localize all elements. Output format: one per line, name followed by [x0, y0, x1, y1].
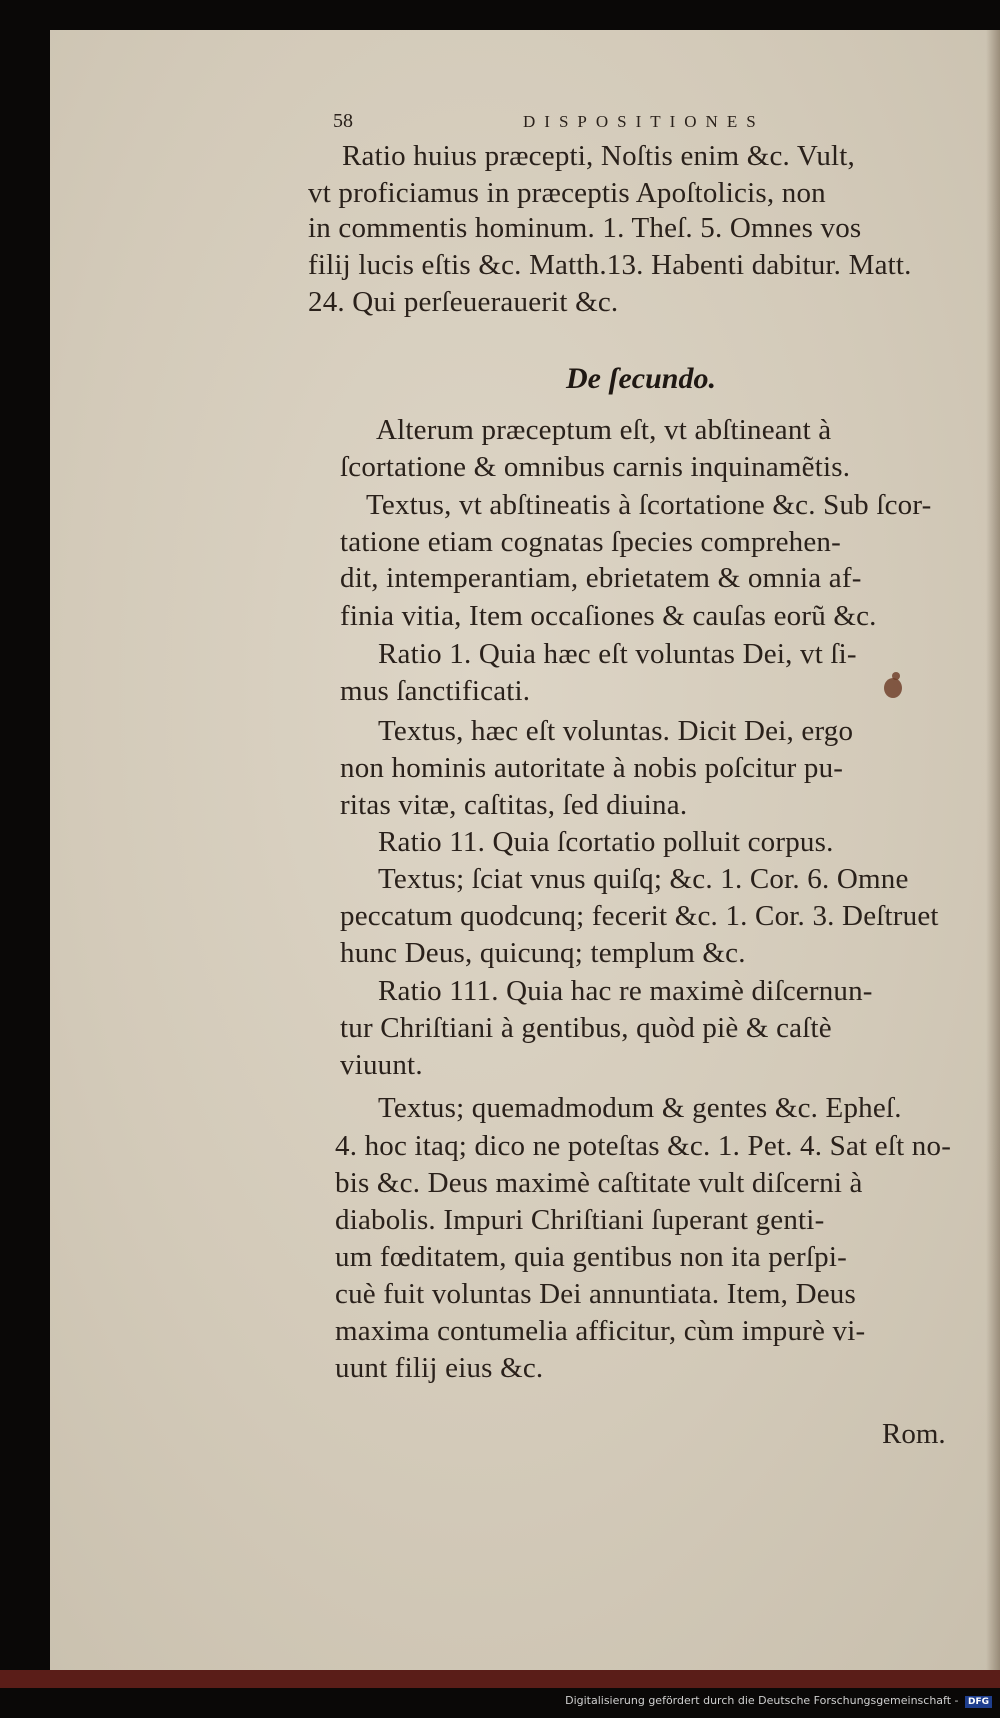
text-line: ritas vitæ, caſtitas, ſed diuina.: [340, 789, 688, 821]
text-line: Ratio huius præcepti, Noſtis enim &c. Vult,: [342, 140, 855, 172]
text-line: 4. hoc itaq; dico ne poteſtas &c. 1. Pet. 4. Sat eſt no-: [335, 1130, 952, 1162]
text-line: uunt filij eius &c.: [335, 1352, 544, 1384]
footer-text: Digitalisierung gefördert durch die Deutsche Forschungsgemeinschaft -: [565, 1694, 959, 1707]
ink-blot: [884, 678, 902, 698]
text-line: peccatum quodcunq; fecerit &c. 1. Cor. 3. Deſtruet: [340, 900, 939, 932]
text-line: Textus; quemadmodum & gentes &c. Epheſ.: [378, 1092, 902, 1124]
text-line: bis &c. Deus maximè caſtitate vult diſcerni à: [335, 1167, 863, 1199]
text-line: mus ſanctificati.: [340, 675, 531, 707]
text-line: finia vitia, Item occaſiones & cauſas eorũ &c.: [340, 600, 877, 632]
dfg-logo: DFG: [965, 1696, 992, 1708]
text-line: Textus, hæc eſt voluntas. Dicit Dei, ergo: [378, 715, 854, 747]
scan-border-strip: [0, 1670, 1000, 1688]
text-line: Ratio 111. Quia hac re maximè diſcernun-: [378, 975, 873, 1007]
text-line: 24. Qui perſeuerauerit &c.: [308, 286, 619, 318]
text-line: vt proficiamus in præceptis Apoſtolicis, non: [308, 177, 826, 209]
text-line: Ratio 1. Quia hæc eſt voluntas Dei, vt ſi-: [378, 638, 857, 670]
text-line: Ratio 11. Quia ſcortatio polluit corpus.: [378, 826, 834, 858]
text-line: in commentis hominum. 1. Theſ. 5. Omnes vos: [308, 212, 862, 244]
text-line: Textus; ſciat vnus quiſq; &c. 1. Cor. 6. Omne: [378, 863, 909, 895]
digitization-footer: [565, 1694, 992, 1708]
text-line: dit, intemperantiam, ebrietatem & omnia af-: [340, 562, 862, 594]
ink-blot: [892, 672, 900, 680]
text-line: cuè fuit voluntas Dei annuntiata. Item, Deus: [335, 1278, 856, 1310]
text-line: ſcortatione & omnibus carnis inquinamẽtis.: [340, 451, 851, 483]
page-edge-shadow: [986, 30, 1000, 1670]
text-line: um fœditatem, quia gentibus non ita perſpi-: [335, 1241, 847, 1273]
running-title: DISPOSITIONES: [523, 112, 765, 131]
running-head: [333, 110, 987, 136]
text-line: viuunt.: [340, 1049, 423, 1081]
text-line: Textus, vt abſtineatis à ſcortatione &c. Sub ſcor-: [366, 489, 932, 521]
catchword: Rom.: [882, 1418, 946, 1450]
text-line: Alterum præceptum eſt, vt abſtineant à: [376, 414, 832, 446]
section-heading: De ſecundo.: [566, 362, 716, 395]
text-line: non hominis autoritate à nobis poſcitur pu-: [340, 752, 844, 784]
text-line: hunc Deus, quicunq; templum &c.: [340, 937, 746, 969]
text-line: diabolis. Impuri Chriſtiani ſuperant genti-: [335, 1204, 825, 1236]
text-line: filij lucis eſtis &c. Matth.13. Habenti dabitur. Matt.: [308, 249, 912, 281]
text-line: tatione etiam cognatas ſpecies comprehen-: [340, 526, 841, 558]
text-line: maxima contumelia afficitur, cùm impurè vi-: [335, 1315, 866, 1347]
page-number: 58: [333, 110, 353, 132]
text-line: tur Chriſtiani à gentibus, quòd piè & caſtè: [340, 1012, 832, 1044]
